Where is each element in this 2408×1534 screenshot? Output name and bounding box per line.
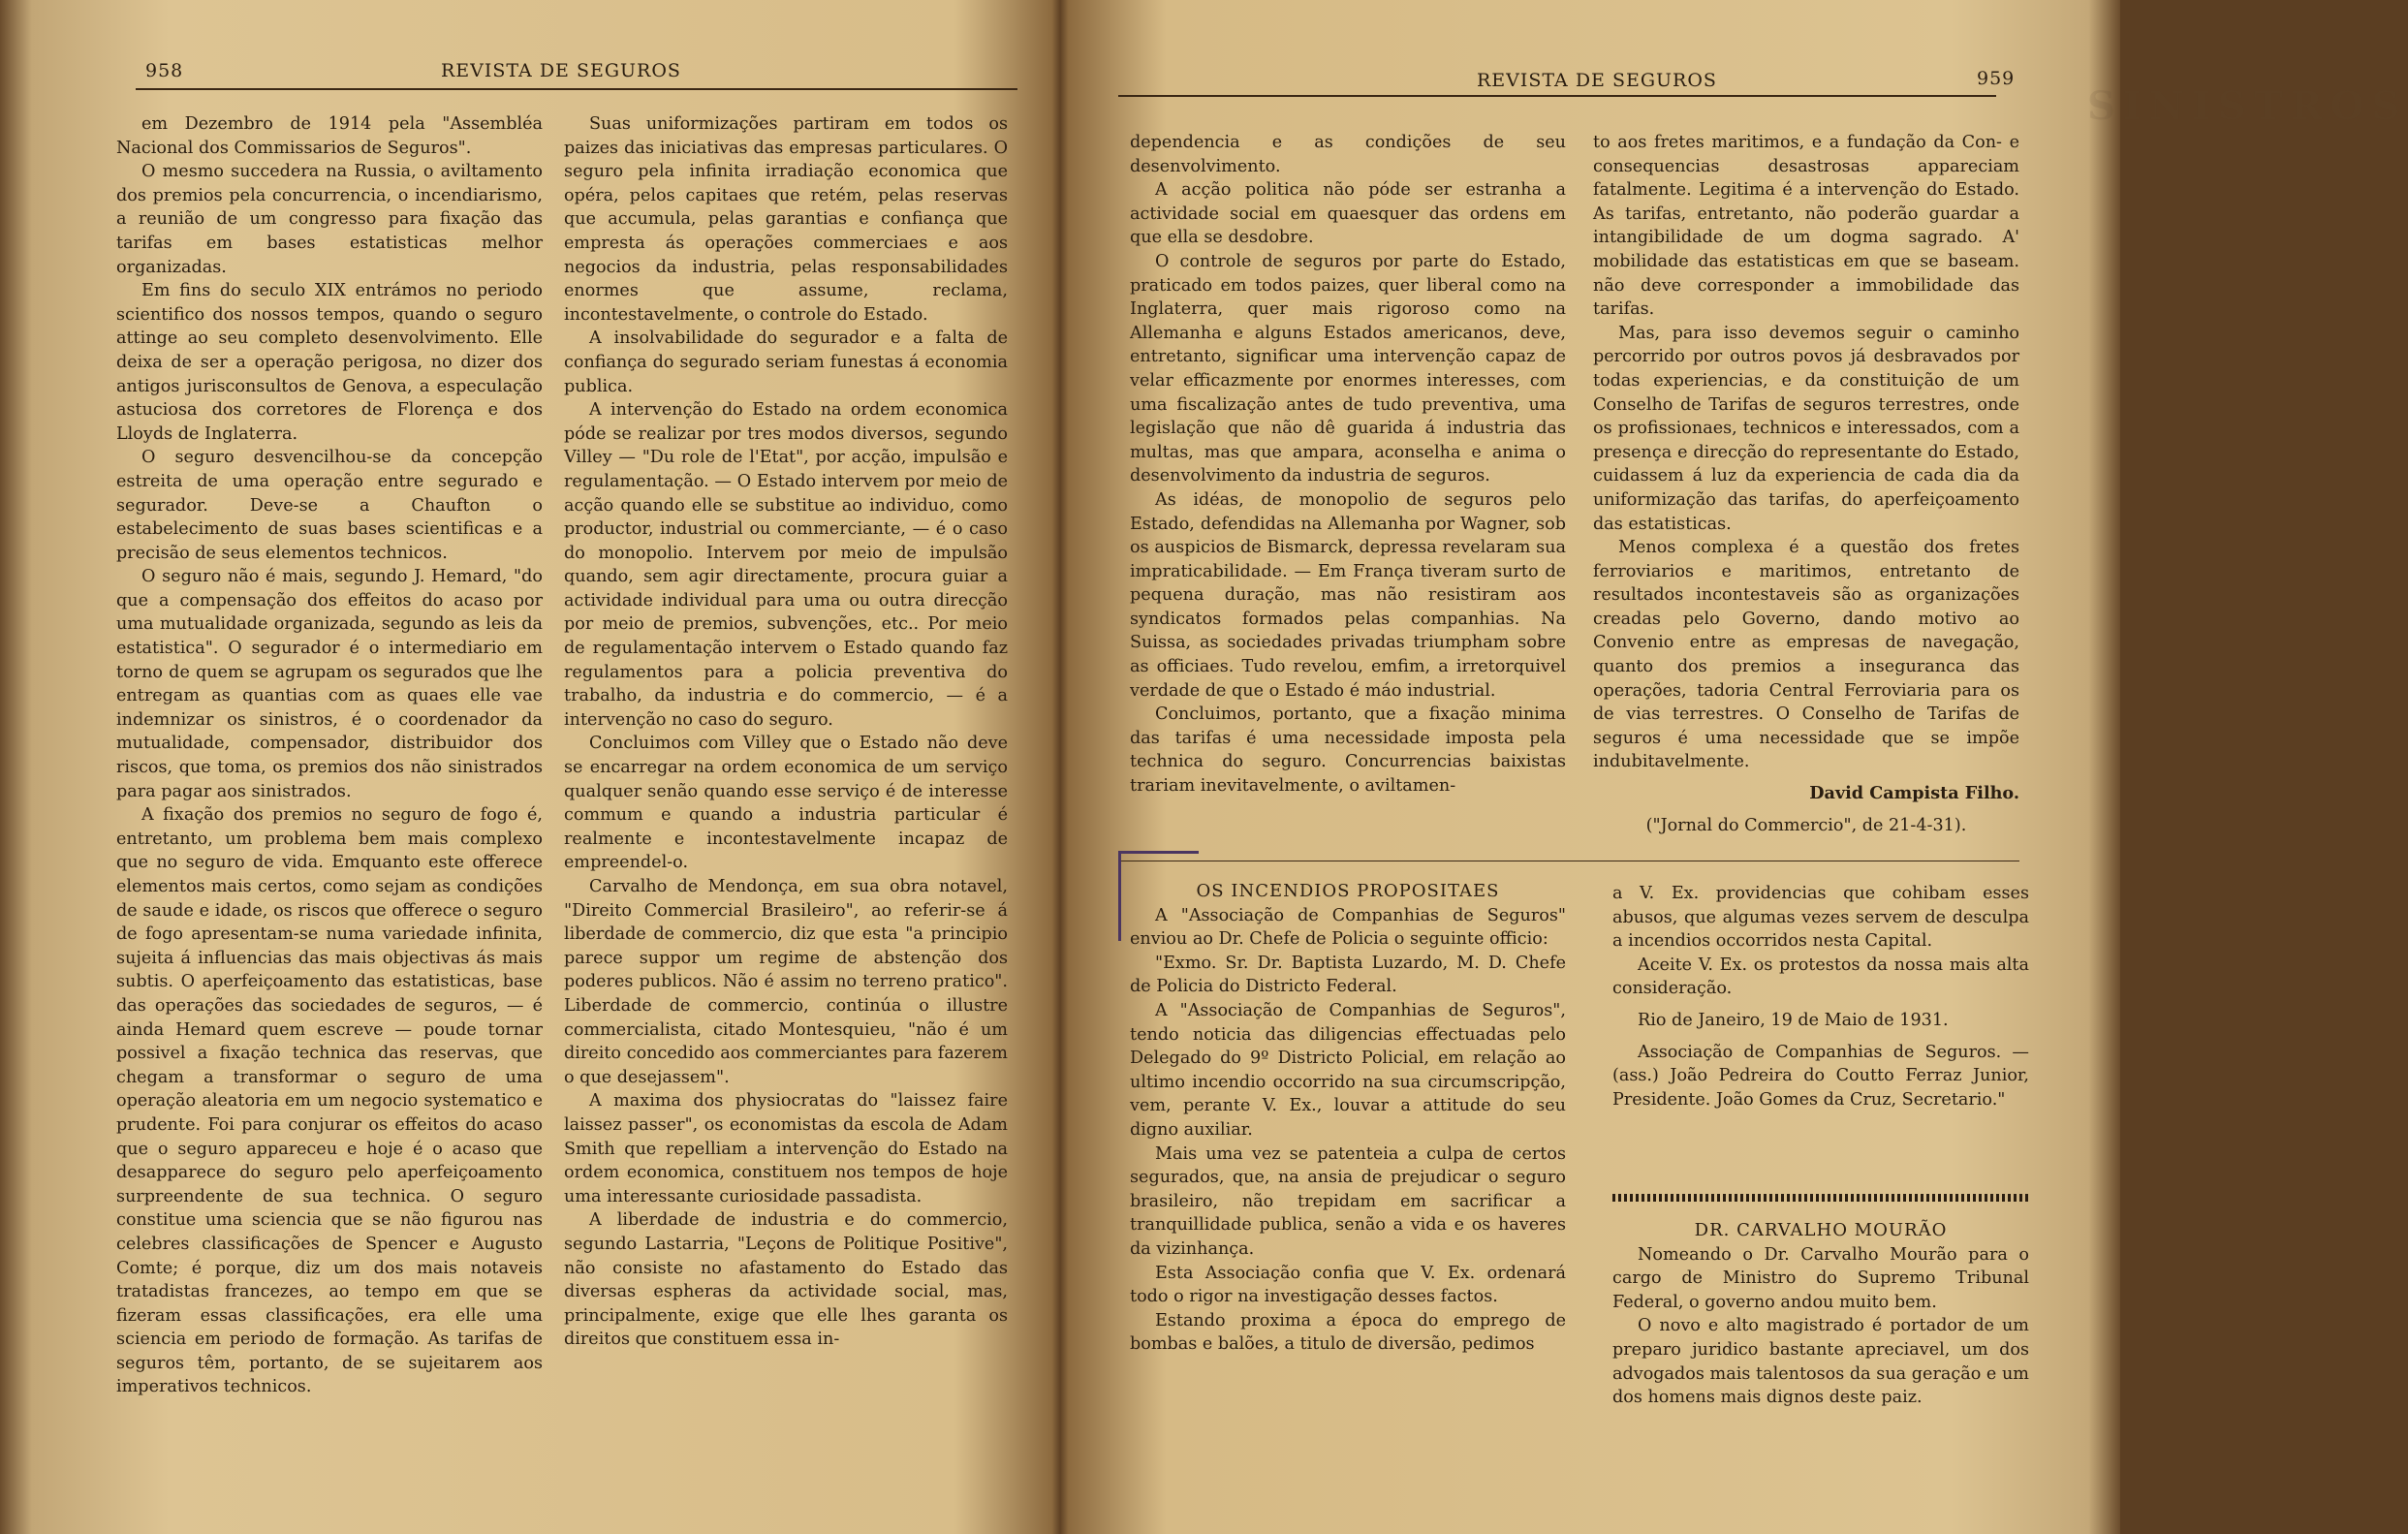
article-column (564, 112, 1008, 1352)
dotted-separator (1612, 1194, 2029, 1202)
paragraph: "Exmo. Sr. Dr. Baptista Luzardo, M. D. Chefe de Policia do Districto Federal. (1130, 953, 1566, 997)
right-page (1060, 0, 2408, 1534)
source-citation: ("Jornal do Commercio", de 21-4-31). (1645, 815, 1967, 835)
article-column (1130, 131, 1566, 798)
paragraph: A intervenção do Estado na ordem economica póde se realizar por tres modos diversos, segundo Villey — "Du role de l'Etat", por acção, impulsão e regulamentação. — O Estado intervem por meio de acção quando elle se substitue ao individuo, como productor, industrial ou commerciante, — é o caso do monopolio. Intervem por meio de impulsão quando, sem agir directamente, procura guiar a actividade individual para uma ou outra direcção por meio de premios, subvenções, etc.. Por meio de regulamentação intervem o Estado quando faz regulamentos para a policia preventiva do trabalho, da industria e do commercio, — é a intervenção no caso do seguro. (564, 400, 1008, 730)
paragraph: Suas uniformizações partiram em todos os paizes das iniciativas das empresas particulares. O seguro pela infinita irradiação economica que opéra, pelos capitaes que retém, pelas reservas que accumula, pelas garantias e confiança que empresta ás operações commerciaes e aos negocios da industria, pelas responsabilidades enormes que assume, reclama, incontestavelmente, o controle do Estado. (564, 114, 1008, 325)
incendios-column (1612, 882, 2029, 1111)
paragraph: O mesmo succedera na Russia, o aviltamento dos premios pela concurrencia, o incendiarismo, a reunião de um congresso para fixação das tarifas em bases estatisticas melhor organizadas. (116, 162, 543, 277)
paragraph: Em fins do seculo XIX entrámos no periodo scientifico dos nossos tempos, quando o seguro attinge ao seu completo desenvolvimento. Elle deixa de ser a operação perigosa, no dizer dos antigos jurisconsultos de Genova, a especulação astuciosa dos corretores de Florença e dos Lloyds de Inglaterra. (116, 281, 543, 444)
paragraph: Carvalho de Mendonça, em sua obra notavel, "Direito Commercial Brasileiro", ao referir-se á liberdade de commercio, diz que esta "a principio parece suppor um regime de abstenção dos poderes publicos. Não é assim no terreno pratico". Liberdade de commercio, continúa o illustre commercialista, citado Montesquieu, "não é um direito concedido aos commerciantes para fazerem o que desejassem". (564, 877, 1008, 1087)
paragraph: Aceite V. Ex. os protestos da nossa mais alta consideração. (1612, 955, 2029, 999)
paragraph: A fixação dos premios no seguro de fogo é, entretanto, um problema bem mais complexo que no seguro de vida. Emquanto este offerece elementos mais certos, como sejam as condições de saude e idade, os riscos que offerece o seguro de fogo apresentam-se numa variedade infinita, sujeita á influencias das mais objectivas ás mais subtis. O aperfeiçoamento das estatisticas, base das operações das sociedades de seguros, — é ainda Hemard quem escreve — poude tornar possivel a fixação technica das reservas, que chegam a transformar o seguro de uma operação aleatoria em um negocio systematico e prudente. Foi para conjurar os effeitos do acaso que o seguro appareceu e hoje é o acaso que desapparece do seguro pelo aperfeiçoamento surpreendente de sua technica. O seguro constitue uma sciencia que se não figurou nas celebres classificações de Spencer e Augusto Comte; é porque, diz um dos mais notaveis tratadistas francezes, ao tempo em que se fizeram essas classificações, era elle uma sciencia em periodo de formação. As tarifas de seguros têm, portanto, de se sujeitarem aos imperativos technicos. (116, 805, 543, 1397)
page-number: 958 (145, 60, 184, 81)
paragraph: A liberdade de industria e do commercio, segundo Lastarria, "Leçons de Politique Positive", não consiste no afastamento do Estado das diversas espheras da actividade social, mas, principalmente, exige que elle lhes garanta os direitos que constituem essa in- (564, 1210, 1008, 1350)
paragraph: dependencia e as condições de seu desenvolvimento. (1130, 133, 1566, 176)
paragraph: Concluimos, portanto, que a fixação minima das tarifas é uma necessidade imposta pela technica do seguro. Concurrencias baixistas trariam inevitavelmente, o aviltamen- (1130, 704, 1566, 797)
paragraph: to aos fretes maritimos, e a fundação da Con- e consequencias desastrosas appareciam fatalmente. Legitima é a intervenção do Estado. As tarifas, entretanto, não poderão guardar a intangibilidade de um dogma sagrado. A' mobilidade das estatisticas em que se baseam. não deve corresponder a immobilidade das tarifas. (1593, 133, 2019, 320)
paragraph: Concluimos com Villey que o Estado não deve se encarregar na ordem economica de um serviço qualquer senão quando esse serviço é de interesse commum e quando a industria particular é realmente e incontestavelmente incapaz de empreendel-o. (564, 734, 1008, 873)
header-rule (1118, 95, 1996, 97)
paragraph: Esta Associação confia que V. Ex. ordenará todo o rigor na investigação desses factos. (1130, 1263, 1566, 1307)
paragraph: O seguro desvencilhou-se da concepção estreita de uma operação entre segurado e segurador. Deve-se a Chaufton o estabelecimento de suas bases scientificas e a precisão de seus elementos technicos. (116, 448, 543, 563)
paragraph: A insolvabilidade do segurador e a falta de confiança do segurado seriam funestas á economia publica. (564, 329, 1008, 396)
running-head: REVISTA DE SEGUROS (1477, 70, 1717, 91)
paragraph: a V. Ex. providencias que cohibam esses abusos, que algumas vezes servem de desculpa a incendios occorridos nesta Capital. (1612, 884, 2029, 952)
page-number: 959 (1977, 68, 2016, 89)
paragraph: Estando proxima a época do emprego de bombas e balões, a titulo de diversão, pedimos (1130, 1310, 1566, 1355)
carvalho-column (1612, 1219, 2029, 1410)
running-head: REVISTA DE SEGUROS (441, 60, 681, 81)
paragraph: A maxima dos physiocratas do "laissez faire laissez passer", os economistas da escola de Adam Smith que repelliam a intervenção do Estado na ordem economica, constituem nos tempos de hoje uma interessante curiosidade passadista. (564, 1091, 1008, 1206)
paragraph: Menos complexa é a questão dos fretes ferroviarios e maritimos, entretanto de resultados incontestaveis são as organizações creadas pelo Governo, dando motivo ao Convenio entre as empresas de navegação, quanto dos premios a inseguranca das operações, tadoria Central Ferroviaria para os de vias terrestres. O Conselho de Tarifas de seguros é uma necessidade que se impõe indubitavelmente. (1593, 538, 2019, 772)
paragraph: O seguro não é mais, segundo J. Hemard, "do que a compensação dos effeitos do acaso por uma mutualidade organizada, segundo as leis da estatistica". O segurador é o intermediario em torno de quem se agrupam os segurados que lhe entregam as quantias com as quaes elle vae indemnizar os sinistros, é o coordenador da mutualidade, compensador, distribuidor dos riscos, que toma, os premios dos não sinistrados para pagar aos sinistrados. (116, 567, 543, 801)
section-title: DR. CARVALHO MOURÃO (1694, 1220, 1948, 1240)
paragraph: As idéas, de monopolio de seguros pelo Estado, defendidas na Allemanha por Wagner, sob os auspicios de Bismarck, depressa revelaram sua impraticabilidade. — Em França tiveram surto de pequena duração, mas não resistiram aos syndicatos formados pelas companhias. Na Suissa, as sociedades privadas triumpham sobre as officiaes. Tudo revelou, emfim, a irretorquivel verdade de que o Estado é máo industrial. (1130, 489, 1566, 701)
section-title: OS INCENDIOS PROPOSITAES (1196, 881, 1500, 901)
paragraph: em Dezembro de 1914 pela "Assembléa Nacional dos Commissarios de Seguros". (116, 114, 543, 158)
paragraph: A "Associação de Companhias de Seguros" enviou ao Dr. Chefe de Policia o seguinte officio: (1130, 905, 1566, 950)
article-column (116, 112, 543, 1399)
paragraph: Mas, para isso devemos seguir o caminho percorrido por outros povos já desbravados por todas experiencias, e da constituição de um Conselho de Tarifas de seguros terrestres, onde os profissionaes, technicos e interessados, com a presença e direcção do representante do Estado, cuidassem á luz da experiencia de cada dia da uniformização das tarifas, do aperfeiçoamento das estatisticas. (1593, 323, 2019, 534)
paragraph: O novo e alto magistrado é portador de um preparo juridico bastante apreciavel, um dos advogados mais talentosos da sua geração e um dos homens mais dignos deste paiz. (1612, 1316, 2029, 1408)
header-rule (136, 88, 1017, 90)
paragraph: Mais uma vez se patenteia a culpa de certos segurados, que, na ansia de prejudicar o seguro brasileiro, não trepidam em sacrificar a tranquillidade publica, senão a vida e os haveres da vizinhança. (1130, 1143, 1566, 1259)
paragraph: Rio de Janeiro, 19 de Maio de 1931. (1638, 1010, 1949, 1030)
paragraph: O controle de seguros por parte do Estado, praticado em todos paizes, quer liberal como na Inglaterra, quer mais rigoroso como na Allemanha e alguns Estados americanos, deve, entretanto, significar uma intervenção capaz de velar efficazmente por enormes interesses, com uma fiscalização antes de tudo preventiva, uma legislação que não dê guarida á industria das multas, mas que ampara, aconselha e anima o desenvolvimento da industria de seguros. (1130, 251, 1566, 486)
paragraph: Associação de Companhias de Seguros. — (ass.) João Pedreira do Coutto Ferraz Junior, Presidente. João Gomes da Cruz, Secretario." (1612, 1042, 2029, 1110)
paragraph: A "Associação de Companhias de Seguros", tendo noticia das diligencias effectuadas pelo Delegado do 9º Districto Policial, em relação ao ultimo incendio occorrido na sua circumscripção, vem, perante V. Ex., louvar a attitude do seu digno auxiliar. (1130, 1000, 1566, 1140)
signature: David Campista Filho. (1809, 783, 2019, 804)
paragraph: A acção politica não póde ser estranha a actividade social em quaesquer das ordens em que ella se desdobre. (1130, 180, 1566, 248)
left-page (0, 0, 1060, 1534)
article-column (1593, 131, 2019, 837)
bleed-through-text: SINISTROS (2087, 83, 2408, 129)
paragraph: Nomeando o Dr. Carvalho Mourão para o cargo de Ministro do Supremo Tribunal Federal, o governo andou muito bem. (1612, 1244, 2029, 1312)
incendios-column (1130, 880, 1566, 1357)
